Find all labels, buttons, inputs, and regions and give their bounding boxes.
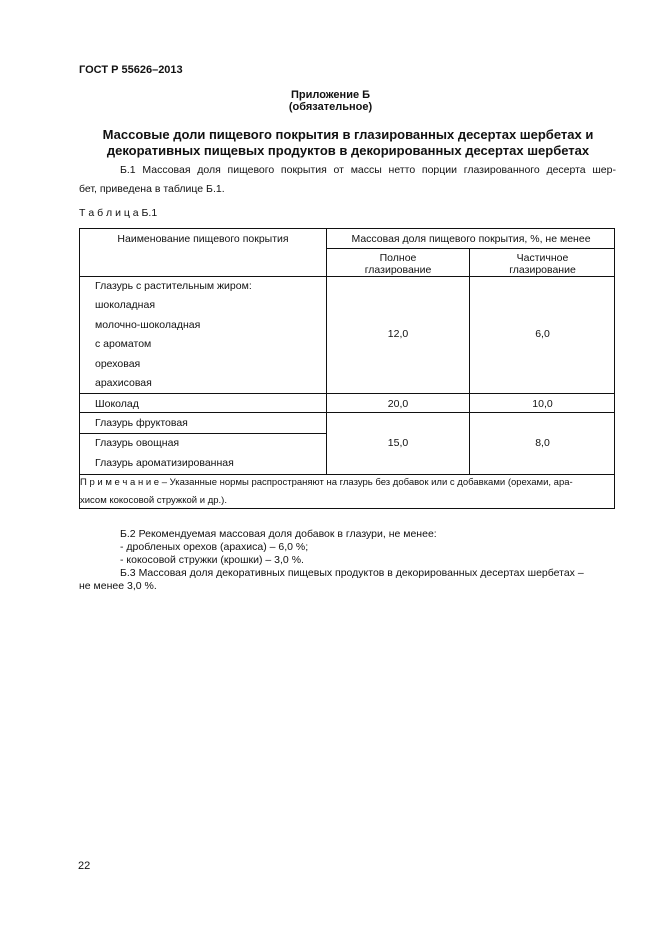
group1-partial-value: 6,0 [535,328,550,340]
page-number: 22 [78,860,91,872]
table-row-label: Глазурь с растительным жиром: [95,280,252,292]
group1-full-value: 12,0 [387,328,409,340]
table-note-line2: хисом кокосовой стружкой и др.). [80,495,227,506]
table-note [80,474,600,510]
chocolate-full-value: 20,0 [387,398,409,410]
subheader-partial-1: Частичное [516,252,569,264]
table-divider [80,393,615,394]
table-row-label: ореховая [95,358,141,370]
table-row-label: арахисовая [95,377,152,389]
table-row-label: с ароматом [95,338,152,350]
group3-partial-value: 8,0 [535,437,550,449]
table-row-label: Глазурь овощная [95,437,180,449]
table-label: Т а б л и ц а Б.1 [79,207,158,219]
paragraph-b1-line2: бет, приведена в таблице Б.1. [79,183,225,195]
column-header-name: Наименование пищевого покрытия [117,233,289,245]
table-divider [80,276,615,277]
table-divider [80,412,615,413]
column-header-mass: Массовая доля пищевого покрытия, %, не менее [351,233,591,245]
table-note-line1: П р и м е ч а н и е – Указанные нормы распространяют на глазурь без добавок или с добавками (орехами, ара- [80,477,573,488]
section-b2-line1: Б.2 Рекомендуемая массовая доля добавок в глазури, не менее: [120,528,437,540]
appendix-title: Приложение Б [290,89,371,101]
table-row-label: Шоколад [95,398,139,410]
section-b2-line2: - дробленых орехов (арахиса) – 6,0 %; [120,541,309,553]
table-row-label: Глазурь ароматизированная [95,457,234,469]
subheader-full-2: глазирование [364,264,432,276]
document-code: ГОСТ Р 55626–2013 [79,64,183,76]
group3-full-value: 15,0 [387,437,409,449]
section-title: Массовые доли пищевого покрытия в глазированных десертах шербетах и декоративных пищевых продуктов в декорированных десертах шербетах [102,127,594,158]
section-b3-line2: не менее 3,0 %. [79,580,157,592]
table-row-label: шоколадная [95,299,156,311]
subheader-partial-2: глазирование [509,264,576,276]
chocolate-partial-value: 10,0 [532,398,553,410]
table-divider [80,433,326,434]
subheader-full-1: Полное [379,252,417,264]
coating-table [79,228,615,509]
table-row-label: молочно-шоколадная [95,319,201,331]
section-b2-line3: - кокосовой стружки (крошки) – 3,0 %. [120,554,304,566]
appendix-subtitle: (обязательное) [288,101,373,113]
paragraph-b1-line1: Б.1 Массовая доля пищевого покрытия от массы нетто порции глазированного десерта шер- [120,164,616,176]
table-row-label: Глазурь фруктовая [95,417,188,429]
table-divider [326,248,615,249]
section-b3-line1: Б.3 Массовая доля декоративных пищевых продуктов в декорированных десертах шербетах – [120,567,584,579]
